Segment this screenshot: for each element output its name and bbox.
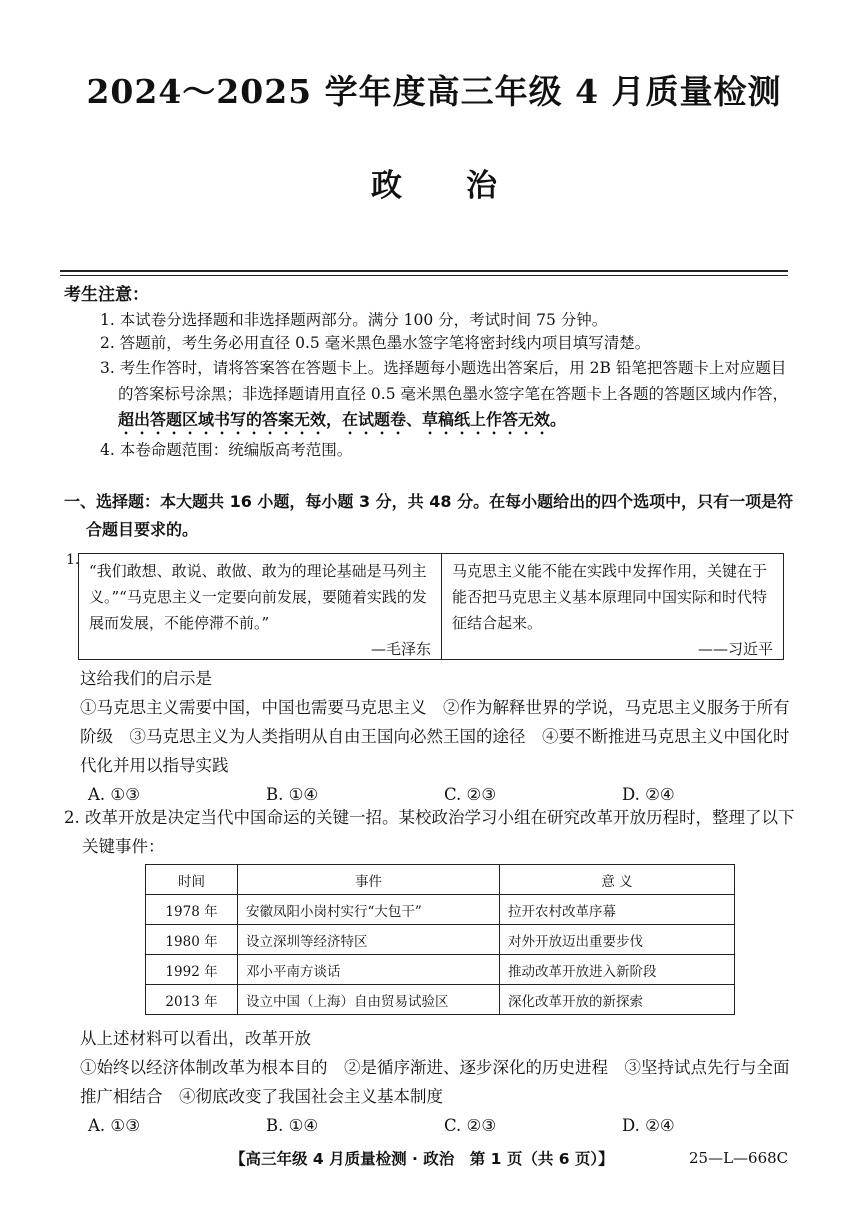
question-1-quote-box <box>78 553 784 660</box>
q1-option-c[interactable]: C. ②③ <box>444 785 497 804</box>
table-header-row <box>146 865 735 895</box>
header-time: 时间 <box>146 865 238 895</box>
cell-meaning: 深化改革开放的新探索 <box>500 985 735 1015</box>
header-divider-thick <box>60 270 788 272</box>
question-2-lead: 从上述材料可以看出，改革开放 <box>80 1029 311 1048</box>
question-2-options <box>64 1111 800 1140</box>
cell-year: 1978 年 <box>146 895 238 925</box>
table-row <box>146 895 735 925</box>
quote-left-text: “我们敢想、敢说、敢做、敢为的理论基础是马列主义。”“马克思主义一定要向前发展，要随着实践的发展而发展，不能停滞不前。” <box>89 562 427 632</box>
cell-event: 邓小平南方谈话 <box>238 955 500 985</box>
notice-item-4: 4. 本卷命题范围：统编版高考范围。 <box>100 441 353 459</box>
header-divider-thin <box>60 275 788 276</box>
question-2-statements: ①始终以经济体制改革为根本目的 ②是循序渐进、逐步深化的历史进程 ③坚持试点先行与全面推广相结合 ④彻底改变了我国社会主义基本制度 <box>80 1058 790 1106</box>
cell-meaning: 对外开放迈出重要步伐 <box>500 925 735 955</box>
q2-option-a[interactable]: A. ①③ <box>88 1116 140 1135</box>
cell-event: 安徽凤阳小岗村实行“大包干” <box>238 895 500 925</box>
notice-item-2: 2. 答题前，考生务必用直径 0.5 毫米黑色墨水签字笔将密封线内项目填写清楚。 <box>100 334 651 352</box>
q2-option-d[interactable]: D. ②④ <box>622 1116 675 1135</box>
header-event: 事件 <box>238 865 500 895</box>
cell-year: 2013 年 <box>146 985 238 1015</box>
notice-emphasis: 超出答题区域书写的答案无效，在试题卷、草稿纸上作答无效。 <box>118 410 567 429</box>
table-row <box>146 955 735 985</box>
notice-item-3-text: 3. 考生作答时，请将答案答在答题卡上。选择题每小题选出答案后，用 2B 铅笔把答题卡上对应题目的答案标号涂黑；非选择题请用直径 0.5 毫米黑色墨水签字笔在答题卡上各题的答题区域内作答， <box>100 359 789 403</box>
quote-left <box>79 554 442 659</box>
table-row <box>146 925 735 955</box>
question-1-body <box>64 664 800 809</box>
header-meaning: 意 义 <box>500 865 735 895</box>
q1-option-d[interactable]: D. ②④ <box>622 785 675 804</box>
question-2-stem: 2. 改革开放是决定当代中国命运的关键一招。某校政治学习小组在研究改革开放历程时，整理了以下关键事件： <box>64 808 795 856</box>
paper-code: 25—L—668C <box>689 1149 789 1167</box>
subject-title: 政治 <box>371 168 561 204</box>
quote-right-author: ——习近平 <box>697 640 773 658</box>
page-footer: 【高三年级 4 月质量检测 · 政治 第 1 页（共 6 页）】 <box>230 1150 614 1168</box>
cell-meaning: 拉开农村改革序幕 <box>500 895 735 925</box>
quote-right <box>442 554 783 659</box>
cell-event: 设立中国（上海）自由贸易试验区 <box>238 985 500 1015</box>
question-1-statements: ①马克思主义需要中国，中国也需要马克思主义 ②作为解释世界的学说，马克思主义服务于所有阶级 ③马克思主义为人类指明从自由王国向必然王国的途径 ④要不断推进马克思主义中国化时代化并用以指导实践 <box>80 698 790 775</box>
q1-option-a[interactable]: A. ①③ <box>88 785 140 804</box>
cell-meaning: 推动改革开放进入新阶段 <box>500 955 735 985</box>
section-heading: 一、选择题：本大题共 16 小题，每小题 3 分，共 48 分。在每小题给出的四个选项中，只有一项是符合题目要求的。 <box>64 492 794 539</box>
quote-right-text: 马克思主义能不能在实践中发挥作用，关键在于能否把马克思主义基本原理同中国实际和时代特征结合起来。 <box>452 562 768 632</box>
cell-event: 设立深圳等经济特区 <box>238 925 500 955</box>
cell-year: 1980 年 <box>146 925 238 955</box>
cell-year: 1992 年 <box>146 955 238 985</box>
question-1-lead: 这给我们的启示是 <box>80 669 212 688</box>
reform-events-table <box>145 864 735 1015</box>
question-1-number: 1. <box>66 552 80 568</box>
q1-option-b[interactable]: B. ①④ <box>266 785 319 804</box>
question-2-body <box>64 1024 800 1140</box>
q2-option-c[interactable]: C. ②③ <box>444 1116 497 1135</box>
table-row <box>146 985 735 1015</box>
notice-title: 考生注意： <box>64 285 149 305</box>
notice-item-3 <box>64 355 798 438</box>
quote-left-author: —毛泽东 <box>370 640 431 658</box>
candidate-notice <box>64 284 798 462</box>
notice-item-1: 1. 本试卷分选择题和非选择题两部分。满分 100 分，考试时间 75 分钟。 <box>100 311 608 329</box>
exam-title: 2024～2025 学年度高三年级 4 月质量检测 <box>86 72 782 111</box>
q2-option-b[interactable]: B. ①④ <box>266 1116 319 1135</box>
